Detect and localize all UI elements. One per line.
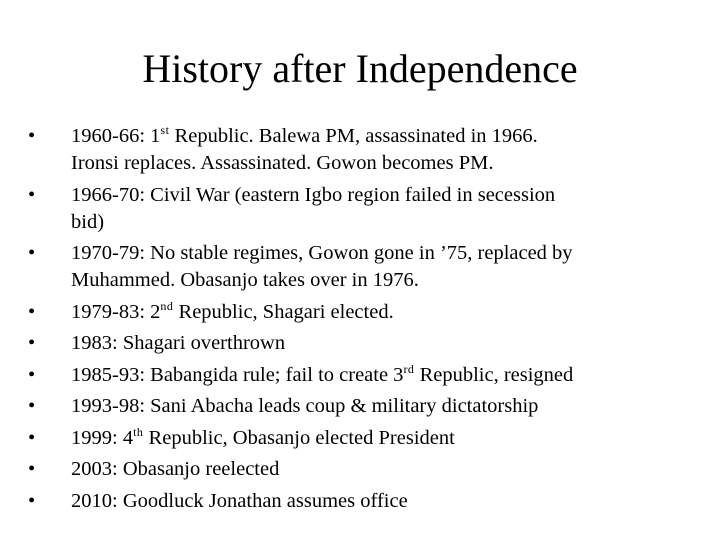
bullet-text: 1970-79: No stable regimes, Gowon gone in ’75, replaced by	[71, 242, 573, 264]
bullet-text: 2010: Goodluck Jonathan assumes office	[71, 489, 408, 512]
bullet-text: 1999: 4	[71, 426, 134, 449]
bullet-item	[28, 425, 688, 452]
bullet-dot-icon: •	[28, 395, 36, 417]
bullet-text: Republic. Balewa PM, assassinated in 1966.	[169, 125, 538, 147]
bullet-text: 1985-93: Babangida rule; fail to create 3	[71, 363, 404, 386]
bullet-dot-icon: •	[28, 242, 36, 264]
bullet-dot-icon: •	[28, 332, 36, 354]
bullet-dot-icon: •	[28, 363, 36, 386]
bullet-item	[28, 123, 688, 177]
bullet-item	[28, 182, 688, 236]
bullet-text: Republic, Obasanjo elected President	[143, 426, 455, 449]
bullet-dot-icon: •	[28, 183, 36, 206]
bullet-text: 2003: Obasanjo reelected	[71, 458, 280, 480]
ordinal-suffix: rd	[403, 361, 415, 376]
bullet-text: 1993-98: Sani Abacha leads coup & military dictatorship	[71, 395, 539, 417]
bullet-item	[28, 488, 688, 515]
slide-title: History after Independence	[142, 46, 578, 91]
bullet-item	[28, 240, 688, 294]
bullet-item	[28, 299, 688, 326]
ordinal-suffix: st	[160, 123, 170, 137]
bullet-text-continuation: Ironsi replaces. Assassinated. Gowon becomes PM.	[71, 152, 494, 174]
bullet-dot-icon: •	[28, 426, 36, 449]
bullet-text: 1966-70: Civil War (eastern Igbo region failed in secession	[71, 183, 556, 206]
bullet-dot-icon: •	[28, 300, 36, 323]
bullet-dot-icon: •	[28, 125, 36, 147]
ordinal-suffix: th	[133, 424, 144, 439]
bullet-dot-icon: •	[28, 458, 36, 480]
bullet-item	[28, 393, 688, 420]
bullet-item	[28, 456, 688, 483]
bullet-text: Republic, Shagari elected.	[173, 300, 394, 323]
bullet-text: Republic, resigned	[414, 363, 574, 386]
bullet-text-continuation: bid)	[71, 210, 105, 233]
bullet-text: 1960-66: 1	[71, 125, 161, 147]
bullet-item	[28, 362, 688, 389]
bullet-item	[28, 330, 688, 357]
bullet-text: 1983: Shagari overthrown	[71, 332, 286, 354]
bullet-list	[28, 123, 688, 519]
ordinal-suffix: nd	[160, 298, 174, 313]
bullet-text: 1979-83: 2	[71, 300, 161, 323]
bullet-text-continuation: Muhammed. Obasanjo takes over in 1976.	[71, 269, 419, 291]
bullet-dot-icon: •	[28, 489, 36, 512]
